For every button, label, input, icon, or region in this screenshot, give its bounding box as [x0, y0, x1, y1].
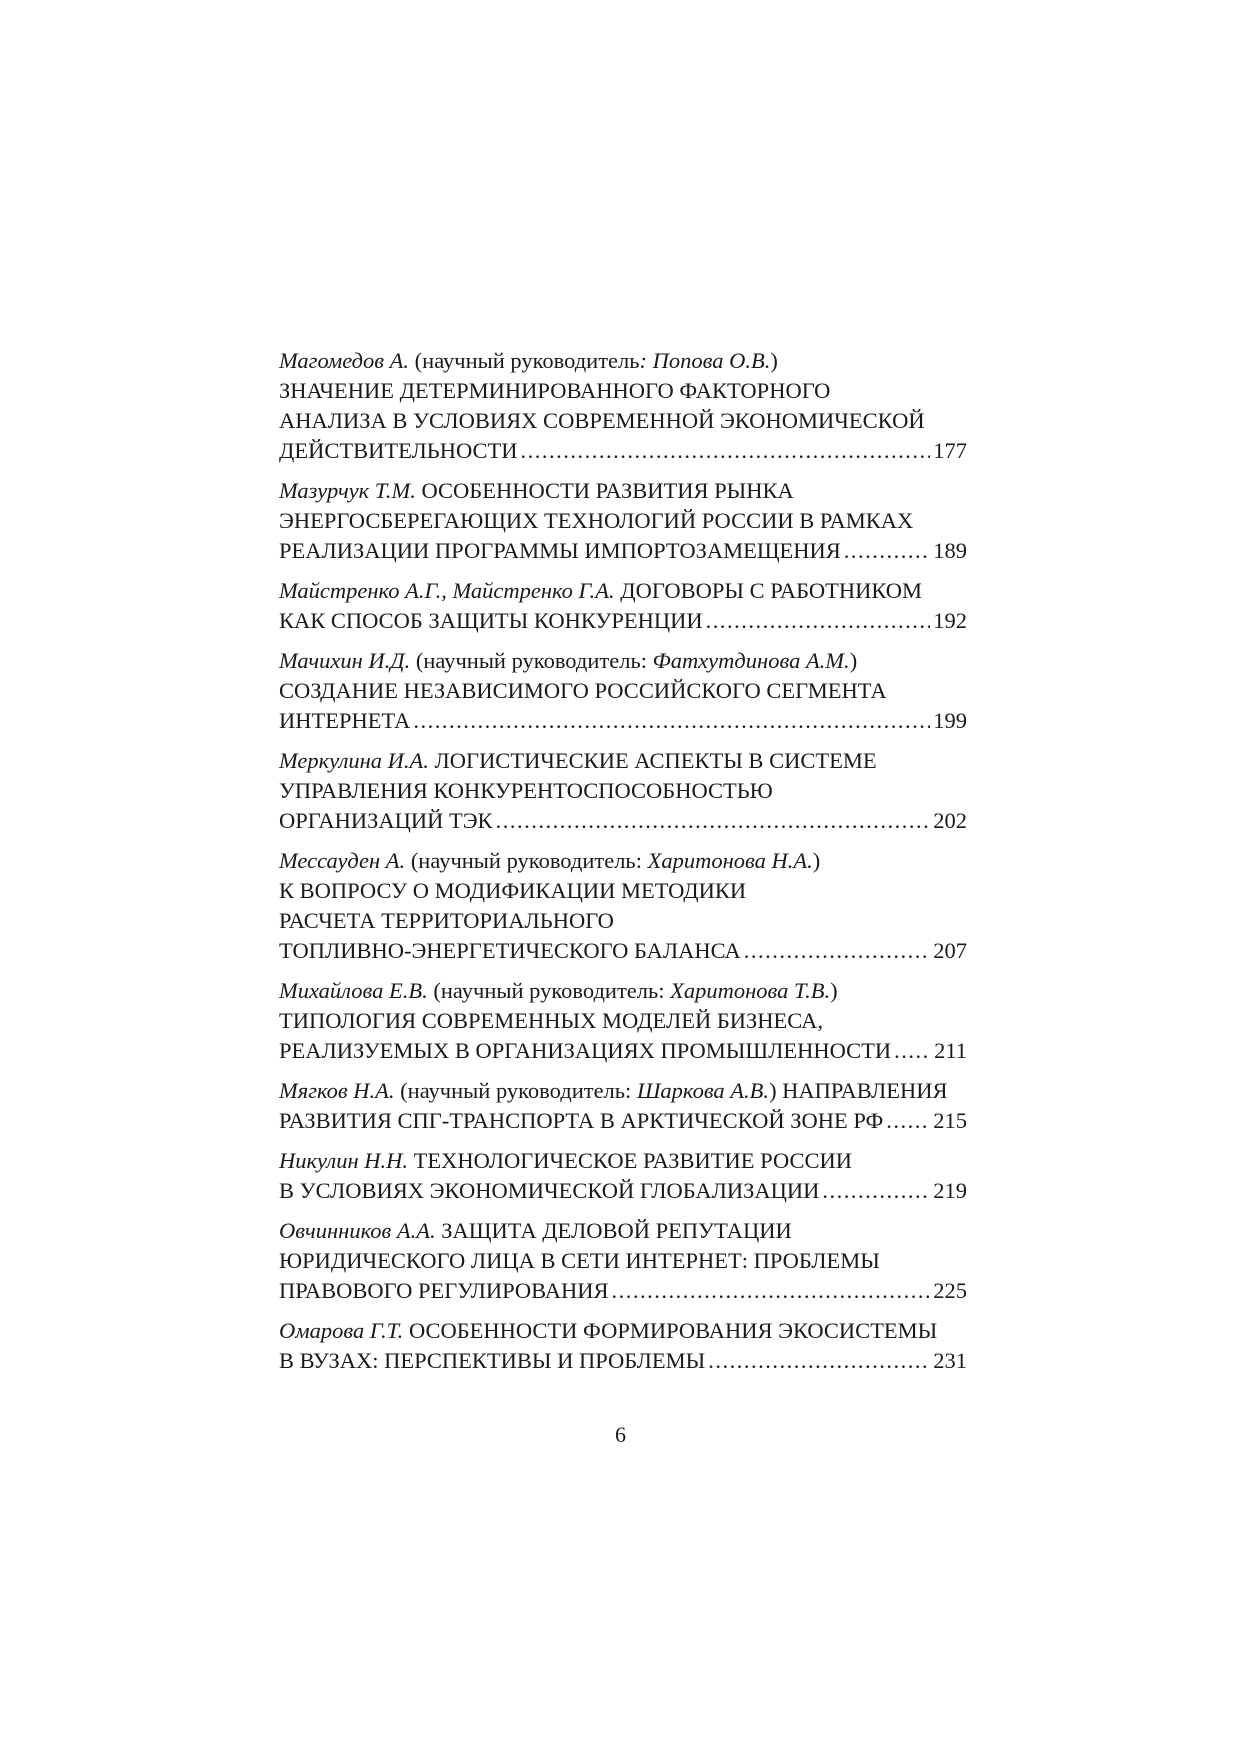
toc-page-number: 192	[933, 608, 967, 633]
dot-leader	[894, 1036, 931, 1066]
toc-entry	[279, 476, 967, 566]
author-name: Харитонова Н.А.	[647, 848, 813, 873]
toc-entry-author-line	[279, 1216, 967, 1246]
entry-text: ДОГОВОРЫ С РАБОТНИКОМ	[614, 578, 923, 603]
author-name: Мессауден А.	[279, 848, 406, 873]
author-name: Фатхутдинова А.М.	[652, 648, 850, 673]
toc-page-number: 189	[933, 538, 967, 563]
author-name: : Попова О.В.	[639, 348, 771, 373]
author-name: Шаркова А.В.	[636, 1078, 770, 1103]
dot-leader	[822, 1176, 930, 1206]
toc-entry	[279, 346, 967, 466]
toc-entry-title-line: В ВУЗАХ: ПЕРСПЕКТИВЫ И ПРОБЛЕМЫ	[279, 1348, 706, 1373]
toc-entry-title-line: УПРАВЛЕНИЯ КОНКУРЕНТОСПОСОБНОСТЬЮ	[279, 778, 773, 803]
dot-leader	[844, 536, 930, 566]
dot-leader	[496, 806, 931, 836]
toc-entry-last-line	[279, 806, 967, 836]
entry-text: )	[812, 848, 821, 873]
entry-text: ОСОБЕННОСТИ РАЗВИТИЯ РЫНКА	[415, 478, 794, 503]
author-name: Мазурчук Т.М.	[279, 478, 416, 503]
toc-entry	[279, 1316, 967, 1376]
entry-text: (научный руководитель:	[394, 1078, 637, 1103]
toc-entry-title-line: СОЗДАНИЕ НЕЗАВИСИМОГО РОССИЙСКОГО СЕГМЕНТА	[279, 678, 887, 703]
toc-entry-author-line	[279, 976, 967, 1006]
toc-entry-title-line: ОРГАНИЗАЦИЙ ТЭК	[279, 808, 493, 833]
dot-leader	[706, 606, 931, 636]
toc-entry-title-line: ИНТЕРНЕТА	[279, 708, 411, 733]
toc-entry-title-line: ЭНЕРГОСБЕРЕГАЮЩИХ ТЕХНОЛОГИЙ РОССИИ В РАМКАХ	[279, 508, 914, 533]
author-name: Магомедов А.	[279, 348, 410, 373]
table-of-contents	[279, 346, 967, 1386]
toc-page-number: 177	[933, 438, 967, 463]
toc-entry-last-line	[279, 536, 967, 566]
toc-entry-author-line	[279, 846, 967, 876]
page-number: 6	[615, 1422, 626, 1447]
entry-text: ОСОБЕННОСТИ ФОРМИРОВАНИЯ ЭКОСИСТЕМЫ	[403, 1318, 938, 1343]
toc-entry-last-line	[279, 606, 967, 636]
entry-text: (научный руководитель:	[427, 978, 671, 1003]
author-name: Омарова Г.Т.	[279, 1318, 404, 1343]
entry-text: ЛОГИСТИЧЕСКИЕ АСПЕКТЫ В СИСТЕМЕ	[428, 748, 877, 773]
toc-entry-title-line: АНАЛИЗА В УСЛОВИЯХ СОВРЕМЕННОЙ ЭКОНОМИЧЕСКОЙ	[279, 408, 925, 433]
toc-entry-title-line: КАК СПОСОБ ЗАЩИТЫ КОНКУРЕНЦИИ	[279, 608, 703, 633]
author-name: Овчинников А.А.	[279, 1218, 436, 1243]
dot-leader	[708, 1346, 930, 1376]
toc-entry-title-line: РАСЧЕТА ТЕРРИТОРИАЛЬНОГО	[279, 908, 614, 933]
entry-text: ЗАЩИТА ДЕЛОВОЙ РЕПУТАЦИИ	[435, 1218, 792, 1243]
toc-entry	[279, 976, 967, 1066]
author-name: Никулин Н.Н.	[279, 1148, 409, 1173]
author-name: Меркулина И.А.	[279, 748, 429, 773]
dot-leader	[886, 1106, 930, 1136]
toc-page-number: 231	[933, 1348, 967, 1373]
toc-entry-author-line	[279, 1316, 967, 1346]
toc-entry-author-line	[279, 1076, 967, 1106]
toc-entry-title-line: ТИПОЛОГИЯ СОВРЕМЕННЫХ МОДЕЛЕЙ БИЗНЕСА,	[279, 1008, 824, 1033]
author-name: Майстренко А.Г., Майстренко Г.А.	[279, 578, 615, 603]
toc-entry-author-line	[279, 346, 967, 376]
toc-entry-author-line	[279, 746, 967, 776]
entry-text: )	[830, 978, 838, 1003]
dot-leader	[413, 706, 930, 736]
toc-entry-last-line	[279, 1276, 967, 1306]
entry-text: ТЕХНОЛОГИЧЕСКОЕ РАЗВИТИЕ РОССИИ	[408, 1148, 852, 1173]
toc-entry-title-line: К ВОПРОСУ О МОДИФИКАЦИИ МЕТОДИКИ	[279, 878, 747, 903]
toc-entry-author-line	[279, 476, 967, 506]
entry-text: ) НАПРАВЛЕНИЯ	[769, 1078, 948, 1103]
author-name: Михайлова Е.В.	[279, 978, 428, 1003]
toc-entry-last-line	[279, 706, 967, 736]
toc-page-number: 202	[933, 808, 967, 833]
toc-entry-title-line: ПРАВОВОГО РЕГУЛИРОВАНИЯ	[279, 1278, 609, 1303]
toc-entry-last-line	[279, 1036, 967, 1066]
toc-entry-title-line: ЗНАЧЕНИЕ ДЕТЕРМИНИРОВАННОГО ФАКТОРНОГО	[279, 378, 831, 403]
entry-text: )	[849, 648, 858, 673]
toc-entry	[279, 576, 967, 636]
toc-entry-title-line: ДЕЙСТВИТЕЛЬНОСТИ	[279, 438, 518, 463]
author-name: Мягков Н.А.	[279, 1078, 395, 1103]
toc-page-number: 219	[933, 1178, 967, 1203]
entry-text: )	[770, 348, 778, 373]
toc-entry-title-line: ТОПЛИВНО-ЭНЕРГЕТИЧЕСКОГО БАЛАНСА	[279, 938, 741, 963]
author-name: Мачихин И.Д.	[279, 648, 411, 673]
entry-text: (научный руководитель	[409, 348, 640, 373]
toc-entry-author-line	[279, 1146, 967, 1176]
toc-entry-last-line	[279, 1176, 967, 1206]
toc-entry-last-line	[279, 436, 967, 466]
toc-page-number: 211	[934, 1038, 967, 1063]
author-name: Харитонова Т.В.	[670, 978, 831, 1003]
toc-entry-title-line: РЕАЛИЗАЦИИ ПРОГРАММЫ ИМПОРТОЗАМЕЩЕНИЯ	[279, 538, 841, 563]
toc-entry	[279, 1076, 967, 1136]
toc-entry-author-line	[279, 576, 967, 606]
toc-entry-title-line: РАЗВИТИЯ СПГ-ТРАНСПОРТА В АРКТИЧЕСКОЙ ЗОНЕ РФ	[279, 1108, 884, 1133]
toc-entry	[279, 1146, 967, 1206]
toc-page-number: 199	[933, 708, 967, 733]
toc-entry	[279, 646, 967, 736]
entry-text: (научный руководитель:	[410, 648, 653, 673]
toc-entry-title-line: В УСЛОВИЯХ ЭКОНОМИЧЕСКОЙ ГЛОБАЛИЗАЦИИ	[279, 1178, 820, 1203]
toc-entry	[279, 1216, 967, 1306]
toc-entry-last-line	[279, 936, 967, 966]
toc-entry	[279, 846, 967, 966]
toc-page-number: 207	[933, 938, 967, 963]
dot-leader	[521, 436, 931, 466]
dot-leader	[744, 936, 931, 966]
toc-entry-author-line	[279, 646, 967, 676]
toc-entry-title-line: РЕАЛИЗУЕМЫХ В ОРГАНИЗАЦИЯХ ПРОМЫШЛЕННОСТИ	[279, 1038, 892, 1063]
dot-leader	[612, 1276, 931, 1306]
toc-entry-last-line	[279, 1106, 967, 1136]
toc-page-number: 225	[933, 1278, 967, 1303]
entry-text: (научный руководитель:	[405, 848, 648, 873]
toc-entry-last-line	[279, 1346, 967, 1376]
toc-entry	[279, 746, 967, 836]
toc-entry-title-line: ЮРИДИЧЕСКОГО ЛИЦА В СЕТИ ИНТЕРНЕТ: ПРОБЛЕМЫ	[279, 1248, 880, 1273]
toc-page-number: 215	[933, 1108, 967, 1133]
